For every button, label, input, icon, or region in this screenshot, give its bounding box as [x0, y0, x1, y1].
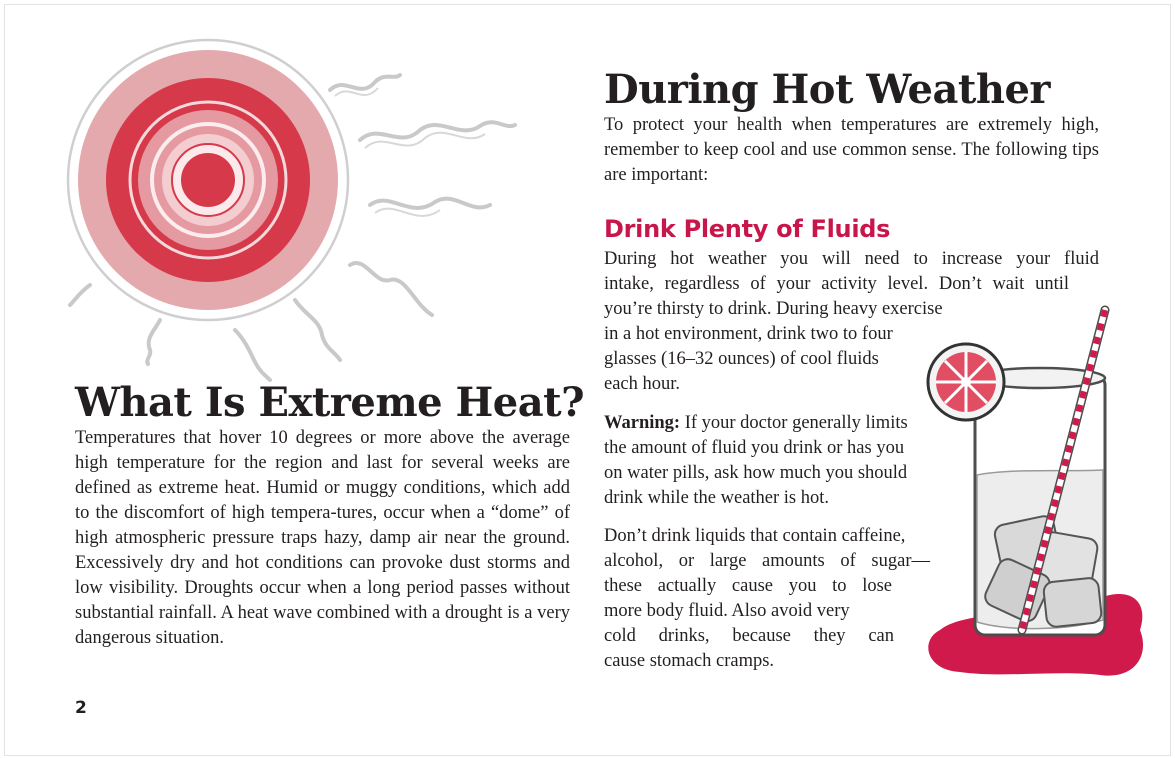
dont-drink-line: more body fluid. Also avoid very: [604, 601, 850, 621]
warning-line: [604, 411, 908, 436]
fluids-line: intake, regardless of your activity level. Don’t wait until: [604, 274, 1069, 294]
glass-of-water-icon: [920, 300, 1160, 685]
fluids-line: During hot weather you will need to increase your fluid: [604, 249, 1099, 269]
dont-drink-line: cause stomach cramps.: [604, 651, 775, 671]
warning-line: on water pills, ask how much you should: [604, 463, 908, 483]
fluids-line: glasses (16–32 ounces) of cool fluids: [604, 349, 879, 369]
warning-line: the amount of fluid you drink or has you: [604, 438, 905, 458]
fluids-line: in a hot environment, drink two to four: [604, 324, 893, 344]
fluids-line: each hour.: [604, 374, 681, 394]
dont-drink-line: these actually cause you to lose: [604, 576, 892, 596]
hot-weather-intro: To protect your health when temperatures are extremely high, remember to keep cool and use common sense. The following tips are important:: [604, 115, 1099, 185]
section-title-hot-weather: During Hot Weather: [604, 66, 1050, 113]
dont-drink-line: Don’t drink liquids that contain caffeine,: [604, 526, 906, 546]
sun-icon: [60, 30, 530, 390]
subheading-fluids: Drink Plenty of Fluids: [604, 215, 891, 243]
extreme-heat-paragraph: Temperatures that hover 10 degrees or more above the average high temperature for the region and last for several weeks are defined as extreme heat. Humid or muggy conditions, which add to the discomfort of high tempera-tures, occur when a “dome” of high atmospheric pressure traps hazy, damp air near the ground. Excessively dry and hot conditions can provoke dust storms and low visibility. Droughts occur when a long period passes without substantial rainfall. A heat wave combined with a drought is a very dangerous situation.: [75, 428, 570, 648]
fluids-line: you’re thirsty to drink. During heavy exercise: [604, 299, 943, 319]
dont-drink-line: cold drinks, because they can: [604, 626, 894, 646]
page-title-extreme-heat: What Is Extreme Heat?: [75, 379, 585, 426]
warning-label: Warning:: [604, 413, 681, 433]
page-number: 2: [75, 698, 87, 718]
dont-drink-line: alcohol, or large amounts of sugar—: [604, 551, 930, 571]
warning-line: drink while the weather is hot.: [604, 488, 830, 508]
warning-text: If your doctor generally limits: [680, 413, 908, 433]
